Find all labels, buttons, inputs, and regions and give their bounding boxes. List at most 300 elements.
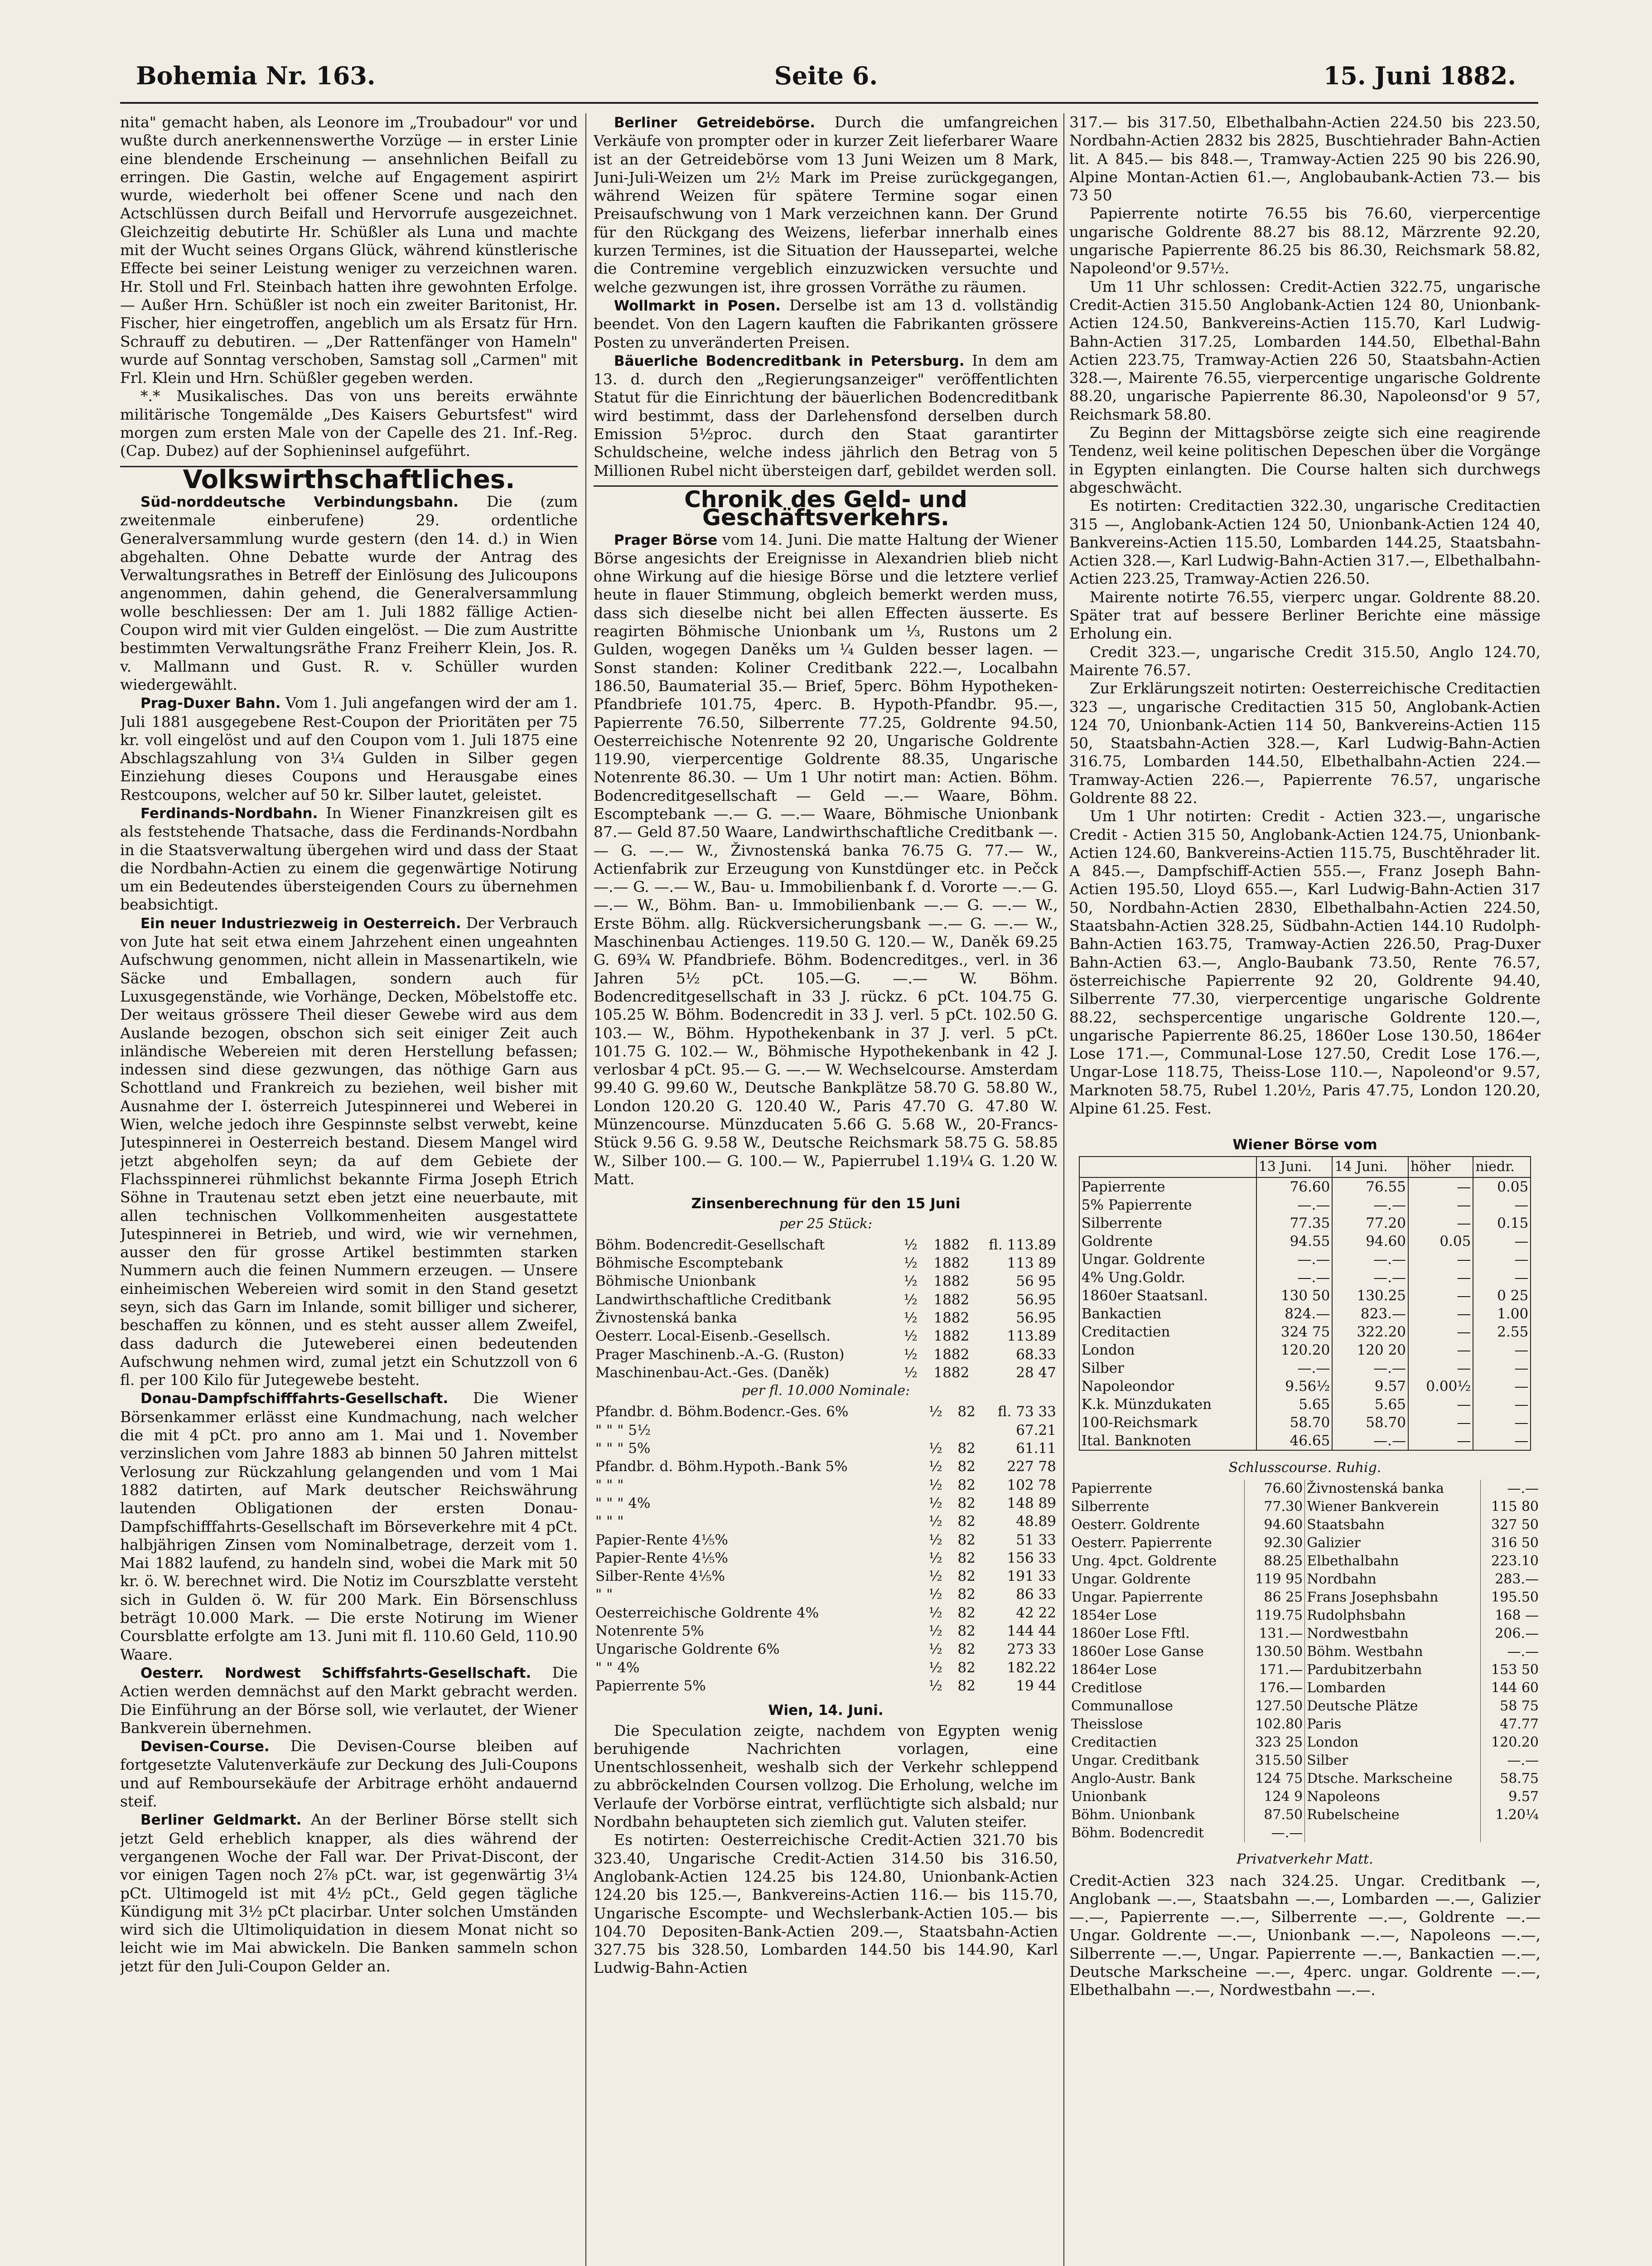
- table-header: 14 Juni.: [1332, 1157, 1408, 1177]
- table-cell: ½: [903, 1273, 918, 1290]
- table-cell: 82: [957, 1549, 976, 1566]
- table-cell: 113.89: [1007, 1328, 1056, 1345]
- table-cell: ½: [903, 1328, 918, 1345]
- news-item: Berliner Getreidebörse. Durch die umfangreichen Verkäufe von prompter oder in kurzer Zeit lieferbarer Waare ist an der Getreidebörse vom 13 Juni Weizen um 8 Mark, Juni-Juli-Weizen um 2½ Mark im Preise zurückgegangen, während Weizen für spätere Termine sogar einen Preisaufschwung von 1 Mark verzeichnen kann. Der Grund für den Rückgang des Weizens, lieferbar innerhalb eines kurzen Termines, ist die Situation der Haussepartei, welche die Contremine vergeblich einzuzwicken versuchte und welche gezwungen ist, ihre grossen Vorräthe zu räumen.: [594, 113, 1058, 296]
- table-cell: —: [1408, 1250, 1473, 1269]
- table-cell: 323 25: [1244, 1733, 1305, 1752]
- table-cell: —.—: [1332, 1269, 1408, 1287]
- table-cell: Oesterr. Goldrente: [1069, 1516, 1244, 1534]
- table-cell: " " " 5%: [595, 1440, 651, 1457]
- table-cell: 315.50: [1244, 1752, 1305, 1770]
- table-cell: —.—: [1256, 1250, 1333, 1269]
- table-row: [594, 1476, 1058, 1494]
- zinsen-table-2: [594, 1403, 1058, 1695]
- table-cell: ½: [928, 1659, 942, 1676]
- table-row: [594, 1272, 1058, 1290]
- paragraph: Mairente notirte 76.55, vierperc ungar. Goldrente 88.20. Später trat auf bessere Berliner Berichte eine mässige Erholung ein.: [1069, 588, 1541, 643]
- table-cell: Pfandbr. d. Böhm.Hypoth.-Bank 5%: [595, 1458, 848, 1475]
- table-cell: 182.22: [1007, 1659, 1056, 1676]
- paragraph: Credit-Actien 323 nach 324.25. Ungar. Creditbank —, Anglobank —.—, Staatsbahn —.—, Lombarden —.—, Galizier —.—, Papierrente —.—, Silberrente —.—, Goldrente —.— Ungar. Goldrente —.—, Unionbank —.—, Napoleons —.—, Silberrente —.—, Ungar. Papierrente —.—, Bankactien —.—, Deutsche Markscheine —.—, 4perc. ungar. Goldrente —.—, Elbethalbahn —.—, Nordwestbahn —.—.: [1069, 1871, 1541, 1999]
- table-cell: 47.77: [1500, 1716, 1539, 1733]
- table-cell: 82: [957, 1531, 976, 1548]
- table-cell: Papier-Rente 4⅕%: [595, 1531, 728, 1548]
- item-head: Süd-norddeutsche Verbindungsbahn.: [140, 494, 459, 510]
- table-row: [1069, 1588, 1541, 1607]
- table-row: [1079, 1414, 1531, 1432]
- table-cell: 130.25: [1332, 1287, 1408, 1305]
- zinsen-subtitle-2: per fl. 10.000 Nominale:: [741, 1383, 910, 1399]
- paragraph: Es notirten: Creditactien 322.30, ungarische Creditactien 315 —, Anglobank-Actien 124 50, Unionbank-Actien 124 40, Bankvereins-Actien 115.50, Lombarden 144.25, Staatsbahn-Actien 328.—, Karl Ludwig-Bahn-Actien 317.—, Elbethalbahn-Actien 223.25, Tramway-Actien 226.50.: [1069, 497, 1541, 588]
- table-cell: —: [1473, 1359, 1531, 1377]
- table-row: [594, 1364, 1058, 1382]
- table-cell: ½: [928, 1549, 942, 1566]
- table-cell: 94.60: [1332, 1232, 1408, 1250]
- table-cell: Paris: [1305, 1715, 1480, 1733]
- table-cell: ½: [903, 1346, 918, 1363]
- table-cell: ½: [928, 1404, 942, 1420]
- table-row: [594, 1457, 1058, 1476]
- table-cell: 119 95: [1244, 1570, 1305, 1588]
- table-cell: 171.—: [1244, 1661, 1305, 1679]
- table-cell: —.—: [1256, 1359, 1333, 1377]
- table-row: [1069, 1788, 1541, 1806]
- item-head: Devisen-Course.: [140, 1738, 270, 1755]
- table-cell: 316 50: [1491, 1535, 1539, 1551]
- table-cell: ½: [928, 1495, 942, 1511]
- table-cell: 82: [957, 1659, 976, 1676]
- table-row: [1069, 1770, 1541, 1788]
- column-3: [1069, 113, 1541, 2266]
- item-head: Prag-Duxer Bahn.: [140, 695, 281, 712]
- paragraph: Um 11 Uhr schlossen: Credit-Actien 322.75, ungarische Credit-Actien 315.50 Anglobank-Actien 124 80, Unionbank-Actien 124.50, Bankvereins-Actien 115.70, Karl Ludwig-Bahn-Actien 317.25, Lombarden 144.50, Elbethal-Bahn Actien 223.75, Tramway-Actien 226 50, Staatsbahn-Actien 328.—, Mairente 76.55, vierpercentige ungarische Goldrente 88.20, ungarische Papierrente 86.30, Napoleonsd'or 9 57, Reichsmark 58.80.: [1069, 277, 1541, 423]
- table-cell: " " " 4%: [595, 1495, 651, 1511]
- table-cell: 127.50: [1244, 1697, 1305, 1715]
- table-cell: —: [1408, 1359, 1473, 1377]
- table-cell: Böhm. Unionbank: [1069, 1806, 1244, 1824]
- table-cell: 1882: [933, 1255, 970, 1272]
- table-row: [1079, 1432, 1531, 1450]
- news-item: Donau-Dampfschifffahrts-Gesellschaft. Die Wiener Börsenkammer erlässt eine Kundmachung, nach welcher die mit 4 pCt. pro anno am 1. Mai und 1. November verzinslichen vom Jahre 1883 ab binnen 50 Jahren mittelst Verlosung zur Rückzahlung gelangenden und vom 1 Mai 1882 datirten, auf Mark deutscher Reichswährung lautenden Obligationen der ersten Donau-Dampfschifffahrts-Gesellschaft im Börseverkehre mit 4 pCt. halbjährigen Zinsen vom Nominalbetrage, derzeit vom 1. Mai 1882 laufend, zu handeln sind, wobei die Mark mit 50 kr. ö. W. berechnet wird. Die Notiz im Courszblatte versteht sich in Gulden ö. W. für 200 Mark. Ein Börsenschluss beträgt 10.000 Mark. — Die erste Notirung im Wiener Coursblatte erfolgte am 13. Juni mit fl. 110.60 Geld, 110.90 Waare.: [120, 1389, 578, 1663]
- table-cell: 0.15: [1473, 1214, 1531, 1232]
- table-cell: 176.—: [1244, 1679, 1305, 1697]
- header-left: Bohemia Nr. 163.: [136, 61, 376, 90]
- table-cell: 87.50: [1244, 1806, 1305, 1824]
- table-cell: 283.—: [1495, 1571, 1539, 1588]
- table-row: [1069, 1607, 1541, 1625]
- table-cell: —: [1408, 1414, 1473, 1432]
- table-cell: —: [1408, 1395, 1473, 1414]
- table-row: [1079, 1214, 1531, 1232]
- table-row: [1069, 1806, 1541, 1824]
- table-cell: 273 33: [1007, 1641, 1056, 1658]
- table-row: [1069, 1661, 1541, 1679]
- table-cell: —: [1473, 1269, 1531, 1287]
- table-cell: Anglo-Austr. Bank: [1069, 1770, 1244, 1788]
- table-row: [1079, 1341, 1531, 1359]
- table-row: [1079, 1269, 1531, 1287]
- news-item: Ein neuer Industriezweig in Oesterreich. Der Verbrauch von Jute hat seit etwa einem Jahrzehent einen ungeahnten Aufschwung genommen, nicht allein in Massenartikeln, wie Säcke und Emballagen, sondern auch für Luxusgegenstände, wie Vorhänge, Decken, Möbelstoffe etc. Der weitaus grössere Theil dieser Gewebe wird aus dem Auslande bezogen, obschon sich seit einiger Zeit auch inländische Webereien mit deren Herstellung befassen; indessen sind diese gezwungen, das nöthige Garn aus Schottland und Frankreich zu beziehen, weil bisher mit Ausnahme der I. österreich Jutespinnerei und Weberei in Wien, welche jedoch ihre Gespinnste selbst verwebt, keine Jutespinnerei in Oesterreich bestand. Diesem Mangel wird jetzt abgeholfen seyn; da auf dem Gebiete der Flachsspinnerei rühmlichst bekannte Firma Joseph Etrich Söhne in Trautenau setzt eben jetzt eine neuerbaute, mit allen technischen Vollkommenheiten ausgestattete Jutespinnerei in Betrieb, und wird, wie wir vernehmen, ausser den für grosse Artikel bestimmten starken Nummern auch die feinen Nummern erzeugen. — Unsere einheimischen Webereien wird somit in den Stand gesetzt seyn, sich das Garn im Inlande, somit billiger und sicherer, beschaffen zu können, und es steht ausser allem Zweifel, dass dadurch die Juteweberei einen bedeutenden Aufschwung nehmen wird, zumal jetzt ein Schutzzoll von 6 fl. per 100 Kilo für Jutegewebe besteht.: [120, 914, 578, 1389]
- table-row: [594, 1659, 1058, 1677]
- table-cell: Silber: [1305, 1752, 1480, 1770]
- table-cell: " ": [595, 1586, 613, 1603]
- table-row: [1069, 1697, 1541, 1715]
- zinsen-subtitle: per 25 Stück:: [779, 1215, 873, 1232]
- table-cell: 120.20: [1491, 1734, 1539, 1751]
- table-row: [594, 1531, 1058, 1549]
- table-cell: 1860er Staatsanl.: [1079, 1287, 1256, 1305]
- table-row: [594, 1494, 1058, 1512]
- table-cell: ½: [928, 1440, 942, 1457]
- table-cell: Böhm. Bodencredit-Gesellschaft: [595, 1236, 825, 1253]
- table-cell: 58.75: [1500, 1771, 1539, 1787]
- item-head: Oesterr. Nordwest Schiffsfahrts-Gesellschaft.: [140, 1665, 531, 1681]
- table-cell: Creditactien: [1079, 1323, 1256, 1341]
- column-divider-2: [1063, 113, 1064, 2266]
- item-head: Berliner Geldmarkt.: [140, 1812, 302, 1829]
- table-cell: 1860er Lose Ganse: [1069, 1643, 1244, 1661]
- table-cell: 82: [957, 1623, 976, 1640]
- table-row: [1069, 1516, 1541, 1534]
- table-cell: Silber: [1079, 1359, 1256, 1377]
- zinsen-table: [594, 1236, 1058, 1382]
- table-row: [1079, 1232, 1531, 1250]
- table-cell: —.—: [1332, 1196, 1408, 1214]
- table-cell: 327 50: [1491, 1517, 1539, 1533]
- table-cell: —: [1473, 1377, 1531, 1395]
- news-item: Berliner Geldmarkt. An der Berliner Börse stellt sich jetzt Geld erheblich knapper, als dies während der vergangenen Woche der Fall war. Der Privat-Discont, der vor einigen Tagen noch 2⅞ pCt. war, ist gegenwärtig 3¼ pCt. Ultimogeld ist mit 4½ pCt., Geld gegen tägliche Kündigung mit 3½ pCt placirbar. Unter solchen Umständen wird sich die Ultimoliquidation in diesem Monat nicht so leicht wie im Mai abwickeln. Die Banken sammeln schon jetzt für den Juli-Coupon Gelder an.: [120, 1811, 578, 1975]
- table-row: [1069, 1534, 1541, 1552]
- table-cell: Pardubitzerbahn: [1305, 1661, 1480, 1679]
- table-cell: —.—: [1332, 1359, 1408, 1377]
- table-row: [594, 1677, 1058, 1695]
- table-cell: 58.70: [1256, 1414, 1333, 1432]
- table-cell: 4% Ung.Goldr.: [1079, 1269, 1256, 1287]
- table-row: [594, 1439, 1058, 1457]
- table-cell: —.—: [1244, 1824, 1305, 1842]
- table-cell: Staatsbahn: [1305, 1516, 1480, 1534]
- table-cell: 2.55: [1473, 1323, 1531, 1341]
- table-row: [594, 1585, 1058, 1603]
- table-cell: ½: [903, 1291, 918, 1308]
- table-cell: Nordwestbahn: [1305, 1625, 1480, 1643]
- table-row: [1069, 1498, 1541, 1516]
- table-cell: 153 50: [1491, 1662, 1539, 1678]
- table-cell: 144 60: [1491, 1680, 1539, 1696]
- table-cell: 9.56½: [1256, 1377, 1333, 1395]
- table-cell: Communallose: [1069, 1697, 1244, 1715]
- header-rule: [120, 102, 1538, 104]
- paragraph: Zur Erklärungszeit notirten: Oesterreichische Creditactien 323 —, ungarische Creditactien 315 50, Anglobank-Actien 124 70, Unionbank-Actien 114 50, Bankvereins-Actien 115 50, Staatsbahn-Actien 328.—, Karl Ludwig-Bahn-Actien 316.75, Lombarden 144.50, Elbethalbahn-Actien 224.— Tramway-Actien 226.—, Papierrente 76.57, ungarische Goldrente 88 22.: [1069, 679, 1541, 807]
- table-cell: 824.—: [1256, 1305, 1333, 1323]
- table-cell: 0 25: [1473, 1287, 1531, 1305]
- table-cell: 28 47: [1016, 1364, 1056, 1381]
- table-row: [1079, 1177, 1531, 1196]
- table-cell: 0.05: [1408, 1232, 1473, 1250]
- table-cell: —.—: [1256, 1269, 1333, 1287]
- table-row: [1079, 1323, 1531, 1341]
- table-cell: 206.—: [1495, 1626, 1539, 1642]
- table-cell: —.—: [1332, 1432, 1408, 1450]
- paragraph: Zu Beginn der Mittagsbörse zeigte sich eine reagirende Tendenz, weil keine politischen Depeschen über die Vorgänge in Egypten einlangten. Die Course halten sich durchwegs abgeschwächt.: [1069, 424, 1541, 496]
- table-cell: Landwirthschaftliche Creditbank: [595, 1291, 831, 1308]
- table-cell: 1882: [933, 1273, 970, 1290]
- table-cell: ½: [903, 1364, 918, 1381]
- table-cell: 82: [957, 1513, 976, 1530]
- table-row: [1079, 1305, 1531, 1323]
- table-row: [594, 1236, 1058, 1254]
- wien-title: Wien, 14. Juni.: [768, 1702, 884, 1719]
- paragraph: Um 1 Uhr notirten: Credit - Actien 323.—, ungarische Credit - Actien 315 50, Anglobank-Actien 124.75, Unionbank-Actien 124.60, Bankvereins-Actien 115.75, Buschtěhrader lit. A 845.—, Dampfschiff-Actien 555.—, Franz Joseph Bahn-Actien 195.50, Lloyd 655.—, Karl Ludwig-Bahn-Actien 317 50, Nordbahn-Actien 2830, Elbethalbahn-Actien 224.50, Staatsbahn-Actien 328.25, Südbahn-Actien 144.10 Rudolph-Bahn-Actien 163.75, Tramway-Actien 226.50, Prag-Duxer Bahn-Actien 63.—, Anglo-Baubank 73.50, Rente 76.57, österreichische Papierrente 92 20, Goldrente 94.40, Silberrente 77.30, vierpercentige ungarische Goldrente 88.22, sechspercentige ungarische Goldrente 120.—, ungarische Papierrente 86.25, 1860er Lose 130.50, 1864er Lose 171.—, Communal-Lose 127.50, Credit Lose 176.—, Ungar-Lose 118.75, Theiss-Lose 110.—, Napoleond'or 9.57, Marknoten 58.75, Rubel 1.20½, Paris 47.75, London 120.20, Alpine 61.25. Fest.: [1069, 807, 1541, 1118]
- table-row: [1079, 1395, 1531, 1414]
- news-item: Wollmarkt in Posen. Derselbe ist am 13 d. vollständig beendet. Von den Lagern kauften die Fabrikanten grössere Posten zu unveränderten Preisen.: [594, 296, 1058, 351]
- table-cell: 42 22: [1016, 1604, 1056, 1621]
- table-cell: " " ": [595, 1477, 624, 1493]
- table-cell: —: [1408, 1196, 1473, 1214]
- table-cell: 58.70: [1332, 1414, 1408, 1432]
- table-cell: 148 89: [1007, 1495, 1056, 1511]
- table-cell: 130.50: [1244, 1643, 1305, 1661]
- table-cell: Rudolphsbahn: [1305, 1607, 1480, 1625]
- news-item: Ferdinands-Nordbahn. In Wiener Finanzkreisen gilt es als feststehende Thatsache, dass die Ferdinands-Nordbahn in die Staatsverwaltung übergehen wird und dass der Staat die Nordbahn-Actien zu einem die gegenwärtige Notirung um ein Bedeutendes übersteigenden Cours zu übernehmen beabsichtigt.: [120, 804, 578, 914]
- table-cell: 94.55: [1256, 1232, 1333, 1250]
- table-cell: —: [1408, 1214, 1473, 1232]
- table-cell: 191 33: [1007, 1568, 1056, 1585]
- table-cell: 82: [957, 1604, 976, 1621]
- table-cell: " " " 5½: [595, 1422, 651, 1438]
- column-divider-1: [585, 113, 586, 2266]
- table-row: [1069, 1643, 1541, 1661]
- table-row: [594, 1604, 1058, 1622]
- news-item: Prag-Duxer Bahn. Vom 1. Juli angefangen wird der am 1. Juli 1881 ausgegebene Rest-Coupon der Prioritäten per 75 kr. voll eingelöst und auf den Coupon vom 1. Juli 1875 eine Abschlagszahlung von 3¼ Gulden in Silber gegen Einziehung dieses Coupons und Herausgabe eines Restcoupons, welcher auf 50 kr. Silber lautet, geleistet.: [120, 694, 578, 804]
- header-date: 15. Juni 1882.: [1323, 61, 1516, 90]
- table-cell: ½: [928, 1477, 942, 1493]
- item-head: Prager Börse: [614, 532, 718, 548]
- table-cell: 0.05: [1473, 1177, 1531, 1196]
- table-row: [594, 1327, 1058, 1345]
- table-cell: ½: [928, 1458, 942, 1475]
- table-row: [594, 1254, 1058, 1272]
- header-page: Seite 6.: [774, 61, 878, 90]
- table-row: [594, 1640, 1058, 1658]
- paragraph: *.* Musikalisches. Das von uns bereits erwähnte militärische Tongemälde „Des Kaisers Geburtsfest" wird morgen zum ersten Male von der Capelle des 21. Inf.-Reg. (Cap. Dubez) auf der Sophieninsel aufgeführt.: [120, 387, 578, 460]
- table-cell: 76.55: [1332, 1177, 1408, 1196]
- table-row: [1069, 1625, 1541, 1643]
- table-row: [1079, 1196, 1531, 1214]
- table-cell: Živnostenská banka: [595, 1310, 737, 1326]
- table-cell: 124 9: [1244, 1788, 1305, 1806]
- table-cell: 61.11: [1016, 1440, 1056, 1457]
- table-cell: 115 80: [1491, 1499, 1539, 1515]
- table-cell: 5.65: [1332, 1395, 1408, 1414]
- item-head: Bäuerliche Bodencreditbank in Petersburg.: [614, 353, 965, 369]
- table-cell: Böhm. Westbahn: [1305, 1643, 1480, 1661]
- table-cell: —: [1473, 1341, 1531, 1359]
- table-cell: Galizier: [1305, 1534, 1480, 1552]
- table-cell: 92.30: [1244, 1534, 1305, 1552]
- table-cell: Lombarden: [1305, 1679, 1480, 1697]
- table-cell: —: [1408, 1269, 1473, 1287]
- table-cell: Bankactien: [1079, 1305, 1256, 1323]
- table-cell: 120 20: [1332, 1341, 1408, 1359]
- table-cell: —: [1473, 1414, 1531, 1432]
- table-cell: Wiener Bankverein: [1305, 1498, 1480, 1516]
- table-cell: 19 44: [1016, 1677, 1056, 1694]
- table-cell: Ungar. Goldrente: [1079, 1250, 1256, 1269]
- table-cell: —: [1408, 1287, 1473, 1305]
- table-cell: Oesterr. Papierrente: [1069, 1534, 1244, 1552]
- table-row: [1079, 1359, 1531, 1377]
- privatverkehr-title: Privatverkehr Matt.: [1237, 1851, 1373, 1868]
- table-cell: —.—: [1332, 1250, 1408, 1269]
- table-cell: Ung. 4pct. Goldrente: [1069, 1552, 1244, 1570]
- paragraph: nita" gemacht haben, als Leonore im „Troubadour" vor und wußte durch anerkennenswerthe Vorzüge — in erster Linie eine blendende Erscheinung — ansehnlichen Beifall zu erringen. Die Gastin, welche auf Engagement aspirirt wurde, wiederholt bei offener Scene und nach den Actschlüssen durch Beifall und Hervorrufe ausgezeichnet. Gleichzeitig debutirte Hr. Schüßler als Luna und machte mit der Wucht seines Organs Glück, während künstlerische Effecte bei seiner Leistung weniger zu verzeichnen waren. Hr. Stoll und Frl. Steinbach hatten ihre gewohnten Erfolge. — Außer Hrn. Schüßler ist noch ein zweiter Baritonist, Hr. Fischer, hier eingetroffen, angeblich um als Ersatz für Hrn. Schrauff zu debutiren. — „Der Rattenfänger von Hameln" wurde auf Sonntag verschoben, Samstag soll „Carmen" mit Frl. Klein und Hrn. Schüßler gegeben werden.: [120, 113, 578, 387]
- table-cell: Silberrente: [1069, 1498, 1244, 1516]
- item-head: Ferdinands-Nordbahn.: [140, 805, 318, 822]
- table-cell: 48.89: [1016, 1513, 1056, 1530]
- wiener-boerse-title: Wiener Börse vom: [1232, 1137, 1377, 1153]
- news-item: Bäuerliche Bodencreditbank in Petersburg. In dem am 13. d. durch den „Regierungsanzeiger" veröffentlichten Statut für die Einrichtung der bäuerlichen Bodencreditbank wird bestimmt, dass der Darlehensfond derselben durch Emission 5½proc. durch den Staat garantirter Schuldscheine, welche indess jährlich den Betrag von 5 Millionen Rubel nicht übersteigen darf, gebildet werden soll.: [594, 351, 1058, 479]
- table-cell: Papierrente: [1069, 1480, 1244, 1498]
- table-cell: —: [1408, 1177, 1473, 1196]
- table-cell: 0.00½: [1408, 1377, 1473, 1395]
- table-cell: —: [1473, 1395, 1531, 1414]
- table-cell: ½: [903, 1255, 918, 1272]
- table-row: [1079, 1377, 1531, 1395]
- news-item: Süd-norddeutsche Verbindungsbahn. Die (zum zweitenmale einberufene) 29. ordentliche Generalversammlung wurde gestern (den 14. d.) in Wien abgehalten. Ohne Debatte wurde der Antrag des Verwaltungsrathes in Betreff der Einlösung des Julicoupons angenommen, dahin gehend, die Generalversammlung wolle beschliessen: Der am 1. Juli 1882 fällige Actien-Coupon wird mit vier Gulden eingelöst. — Die zum Austritte bestimmten Verwaltungsräthe Franz Freiherr Klein, Jos. R. v. Mallmann und Gust. R. v. Schüller wurden wiedergewählt.: [120, 492, 578, 693]
- table-cell: 124 75: [1244, 1770, 1305, 1788]
- table-cell: —: [1408, 1323, 1473, 1341]
- item-head: Donau-Dampfschifffahrts-Gesellschaft.: [140, 1390, 449, 1407]
- column-2: [594, 113, 1058, 2266]
- paragraph: 317.— bis 317.50, Elbethalbahn-Actien 224.50 bis 223.50, Nordbahn-Actien 2832 bis 2825, Buschtiehrader Bahn-Actien lit. A 845.— bis 848.—, Tramway-Actien 225 90 bis 226.90, Alpine Montan-Actien 61.—, Anglobaubank-Actien 73.— bis 73 50: [1069, 113, 1541, 204]
- table-cell: 76.60: [1256, 1177, 1333, 1196]
- table-cell: Deutsche Plätze: [1305, 1697, 1480, 1715]
- table-cell: Silber-Rente 4⅕%: [595, 1568, 725, 1585]
- table-cell: fl. 113.89: [989, 1236, 1056, 1253]
- table-cell: fl. 73 33: [997, 1404, 1056, 1420]
- table-cell: Papierrente: [1079, 1177, 1256, 1196]
- item-head: Wollmarkt in Posen.: [614, 297, 781, 314]
- table-row: [1069, 1733, 1541, 1752]
- table-cell: 156 33: [1007, 1549, 1056, 1566]
- paragraph: Die Speculation zeigte, nachdem von Egypten wenig beruhigende Nachrichten vorlagen, eine Unentschlossenheit, weshalb sich der Verkehr schleppend zu abbröckelnden Coursen vollzog. Die Erholung, welche im Verlaufe der Vorbörse eintrat, verflüchtigte sich alsbald; nur Nordbahn behaupteten sich ziemlich gut. Valuten steifer.: [594, 1721, 1058, 1831]
- table-row: [594, 1346, 1058, 1364]
- table-cell: 1882: [933, 1346, 970, 1363]
- table-cell: [949, 1421, 977, 1439]
- table-row: [1069, 1480, 1541, 1498]
- table-cell: —: [1473, 1250, 1531, 1269]
- table-cell: —.—: [1256, 1196, 1333, 1214]
- table-cell: Ungar. Papierrente: [1069, 1588, 1244, 1607]
- table-cell: 67.21: [1016, 1422, 1056, 1438]
- table-header-row: [1079, 1157, 1531, 1177]
- table-cell: " " ": [595, 1513, 624, 1530]
- table-cell: 82: [957, 1404, 976, 1420]
- table-cell: 82: [957, 1568, 976, 1585]
- table-cell: Dtsche. Markscheine: [1305, 1770, 1480, 1788]
- table-row: [1079, 1287, 1531, 1305]
- table-cell: 1860er Lose Fftl.: [1069, 1625, 1244, 1643]
- table-row: [594, 1549, 1058, 1567]
- table-cell: Oesterr. Local-Eisenb.-Gesellsch.: [595, 1328, 831, 1345]
- table-cell: 77.30: [1244, 1498, 1305, 1516]
- table-cell: 324 75: [1256, 1323, 1333, 1341]
- table-cell: Napoleons: [1305, 1788, 1480, 1806]
- page-header: [136, 61, 1516, 97]
- news-item: Oesterr. Nordwest Schiffsfahrts-Gesellschaft. Die Actien werden demnächst auf den Markt gebracht werden. Die Einführung an der Börse soll, wie verlautet, der Wiener Bankverein übernehmen.: [120, 1663, 578, 1737]
- table-cell: Živnostenská banka: [1305, 1480, 1480, 1498]
- table-cell: ½: [928, 1677, 942, 1694]
- table-cell: ½: [928, 1586, 942, 1603]
- table-cell: ½: [928, 1513, 942, 1530]
- section-title: Volkswirthschaftliches.: [120, 466, 578, 489]
- table-cell: 94.60: [1244, 1516, 1305, 1534]
- table-cell: Böhmische Unionbank: [595, 1273, 756, 1290]
- table-cell: " " 4%: [595, 1659, 640, 1676]
- news-item: Devisen-Course. Die Devisen-Course bleiben auf fortgesetzte Valutenverkäufe zur Deckung des Juli-Coupons und auf Remboursekäufe der Arbitrage erhöht andauernd steif.: [120, 1737, 578, 1811]
- paragraph: Papierrente notirte 76.55 bis 76.60, vierpercentige ungarische Goldrente 88.27 bis 88.12, Märzrente 92.20, ungarische Papierrente 86.25 bis 86.30, Reichsmark 58.82, Napoleond'or 9.57½.: [1069, 204, 1541, 277]
- table-cell: ½: [903, 1236, 918, 1253]
- table-cell: —.—: [1507, 1753, 1539, 1769]
- table-cell: 9.57: [1332, 1377, 1408, 1395]
- table-cell: Notenrente 5%: [595, 1623, 704, 1640]
- table-cell: 56 95: [1016, 1273, 1056, 1290]
- table-cell: 1882: [933, 1328, 970, 1345]
- table-cell: 100-Reichsmark: [1079, 1414, 1256, 1432]
- table-cell: —.—: [1507, 1481, 1539, 1497]
- table-cell: 168 —: [1495, 1608, 1539, 1624]
- table-cell: Böhm. Bodencredit: [1069, 1824, 1244, 1842]
- table-cell: Elbethalbahn: [1305, 1552, 1480, 1570]
- table-cell: 77.35: [1256, 1214, 1333, 1232]
- table-cell: —: [1408, 1305, 1473, 1323]
- table-cell: 76.60: [1244, 1480, 1305, 1498]
- table-cell: 9.57: [1508, 1789, 1539, 1805]
- table-cell: 56.95: [1016, 1310, 1056, 1326]
- table-cell: 58 75: [1500, 1698, 1539, 1714]
- table-row: [594, 1567, 1058, 1585]
- table-cell: 82: [957, 1641, 976, 1658]
- schlusscourse-table: [1069, 1480, 1541, 1842]
- table-cell: Ungar. Creditbank: [1069, 1752, 1244, 1770]
- paragraph: Credit 323.—, ungarische Credit 315.50, Anglo 124.70, Mairente 76.57.: [1069, 643, 1541, 679]
- table-cell: Creditactien: [1069, 1733, 1244, 1752]
- table-cell: Papierrente 5%: [595, 1677, 706, 1694]
- table-cell: 1.20¼: [1495, 1807, 1539, 1823]
- table-cell: Napoleondor: [1079, 1377, 1256, 1395]
- table-cell: 88.25: [1244, 1552, 1305, 1570]
- table-cell: —: [1473, 1432, 1531, 1450]
- table-row: [594, 1512, 1058, 1530]
- table-cell: 82: [957, 1477, 976, 1493]
- table-cell: 823.—: [1332, 1305, 1408, 1323]
- table-cell: 1864er Lose: [1069, 1661, 1244, 1679]
- table-cell: 82: [957, 1458, 976, 1475]
- table-cell: —: [1408, 1432, 1473, 1450]
- table-cell: ½: [928, 1568, 942, 1585]
- table-cell: Unionbank: [1069, 1788, 1244, 1806]
- table-cell: 131.—: [1244, 1625, 1305, 1643]
- table-cell: London: [1305, 1733, 1480, 1752]
- schlusscourse-title: Schlusscourse. Ruhig.: [1228, 1459, 1381, 1476]
- table-cell: ½: [903, 1310, 918, 1326]
- table-row: [1069, 1552, 1541, 1570]
- table-cell: 86 33: [1016, 1586, 1056, 1603]
- table-cell: K.k. Münzdukaten: [1079, 1395, 1256, 1414]
- table-cell: Ungarische Goldrente 6%: [595, 1641, 780, 1658]
- table-cell: Silberrente: [1079, 1214, 1256, 1232]
- table-cell: —: [1473, 1232, 1531, 1250]
